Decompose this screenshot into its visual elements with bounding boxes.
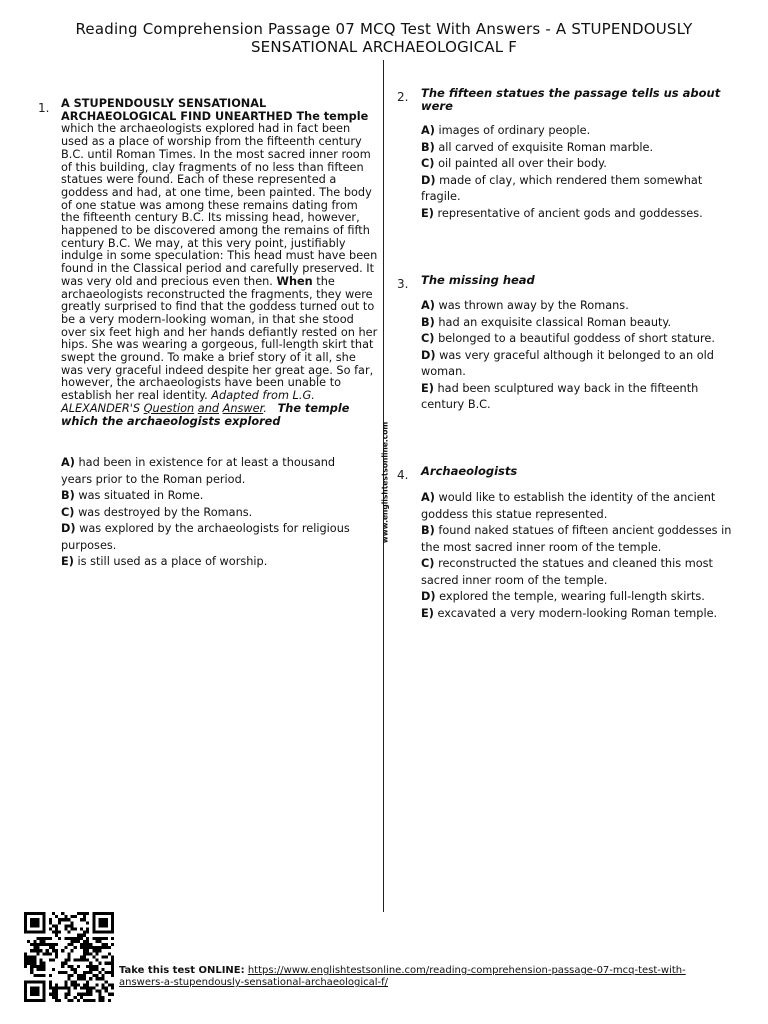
option-letter: C) [61,505,75,519]
answer-option[interactable] [421,589,741,606]
question-1-stem: The temple which the archaeologists explored [61,401,350,428]
option-letter: A) [421,124,435,137]
answer-option[interactable] [421,298,741,315]
answer-option[interactable] [61,505,361,522]
question-3-stem: The missing head [421,273,535,287]
question-1-number: 1. [38,101,50,115]
option-text: reconstructed the statues and cleaned this most sacred inner room of the temple. [421,557,713,587]
option-text: found naked statues of fifteen ancient goddesses in the most sacred inner room of the temple. [421,524,732,554]
option-letter: B) [61,489,75,502]
option-letter: D) [61,522,76,535]
answer-option[interactable] [421,140,741,157]
option-letter: D) [421,348,436,362]
option-text: excavated a very modern-looking Roman temple. [437,606,718,620]
option-letter: B) [421,140,435,154]
answer-option[interactable] [421,523,741,556]
answer-option[interactable] [421,606,741,623]
passage-heading: A STUPENDOUSLY SENSATIONAL ARCHAEOLOGICAL FIND UNEARTHED The temple [61,97,369,123]
question-2-options [421,123,741,222]
option-letter: A) [421,299,435,312]
option-letter: A) [61,456,75,469]
option-letter: B) [421,315,435,329]
option-letter: D) [421,173,436,187]
answer-option[interactable] [421,490,741,523]
passage-source: Adapted from L.G. ALEXANDER'S Question and Answer. [61,389,315,415]
option-text: explored the temple, wearing full-length skirts. [439,590,705,603]
question-2-number: 2. [397,90,409,104]
qr-code[interactable] [24,912,114,1002]
option-letter: E) [421,381,434,395]
page-title [0,20,768,56]
question-3-number: 3. [397,277,409,291]
option-text: was destroyed by the Romans. [78,505,253,519]
answer-option[interactable] [421,315,741,332]
answer-option[interactable] [421,156,741,173]
option-text: was situated in Rome. [78,489,204,502]
option-text: had an exquisite classical Roman beauty. [438,315,672,329]
option-text: is still used as a place of worship. [77,555,268,568]
passage-text-1: which the archaeologists explored had in fact been used as a place of worship from the fifteenth century B.C. until Roman Times. In the most sacred inner room of this building, clay fragments of no less than fifteen statues were found. Each of these represented a goddess and had, at one time, been painted. The body of one statue was among these remains dating from the fifteenth century B.C. Its missing head, however, happened to be discovered among the remains of fifth century B.C. We may, at this very point, justifiably indulge in some speculation: This head must have been found in the Classical period and carefully preserved. It was very old and precious even then. [61,122,378,288]
option-text: representative of ancient gods and goddesses. [437,206,703,220]
answer-option[interactable] [61,521,361,554]
site-watermark: www.englishtestsonline.com [380,421,390,544]
question-4-stem: Archaeologists [421,464,518,478]
option-letter: E) [421,606,434,620]
option-text: made of clay, which rendered them somewhat fragile. [421,173,703,203]
option-text: had been sculptured way back in the fifteenth century B.C. [421,381,699,411]
reading-passage [61,98,379,428]
option-text: would like to establish the identity of the ancient goddess this statue represented. [421,491,716,521]
option-letter: C) [421,557,435,570]
option-text: was thrown away by the Romans. [438,299,629,312]
answer-option[interactable] [421,556,741,589]
option-letter: E) [61,555,74,568]
question-4-options [421,490,741,622]
option-letter: A) [421,491,435,504]
option-letter: B) [421,524,435,537]
option-letter: E) [421,206,434,220]
question-1-options [61,455,361,571]
option-text: was very graceful although it belonged to an old woman. [421,348,714,378]
option-letter: C) [421,332,435,345]
answer-option[interactable] [61,554,361,571]
option-text: all carved of exquisite Roman marble. [438,140,654,154]
answer-option[interactable] [421,123,741,140]
option-text: had been in existence for at least a thousand years prior to the Roman period. [61,456,336,486]
answer-option[interactable] [421,173,741,206]
option-text: images of ordinary people. [438,124,591,137]
answer-option[interactable] [61,488,361,505]
option-text: was explored by the archaeologists for religious purposes. [61,522,350,552]
option-letter: D) [421,590,436,603]
page-title-line-1: Reading Comprehension Passage 07 MCQ Test With Answers - A STUPENDOUSLY [75,20,693,38]
answer-option[interactable] [61,455,361,488]
answer-option[interactable] [421,381,741,414]
test-online-link[interactable]: https://www.englishtestsonline.com/reading-comprehension-passage-07-mcq-test-with-answers-a-stupendously-sensational-archaeological-f/ [119,965,686,988]
question-3-options [421,298,741,414]
answer-option[interactable] [421,331,741,348]
page-title-line-2: SENSATIONAL ARCHAEOLOGICAL F [250,38,518,56]
footer [119,965,719,989]
question-4-number: 4. [397,468,409,482]
footer-label: Take this test ONLINE: [119,965,245,976]
passage-text-2: the archaeologists reconstructed the fragments, they were greatly surprised to find that the goddess turned out to be a very modern-looking woman, in that she stood over six feet high and her hands defiantly rested on her hips. She was wearing a gorgeous, full-length skirt that swept the ground. To make a brief story of it all, she was very graceful indeed despite her great age. So far, however, the archaeologists have been unable to establish her real identity. [61,274,378,403]
answer-option[interactable] [421,206,741,223]
option-letter: C) [421,157,435,170]
option-text: oil painted all over their body. [438,157,607,170]
option-text: belonged to a beautiful goddess of short stature. [438,332,715,345]
question-2-stem: The fifteen statues the passage tells us about were [421,86,721,113]
passage-when: When [276,274,313,288]
answer-option[interactable] [421,348,741,381]
